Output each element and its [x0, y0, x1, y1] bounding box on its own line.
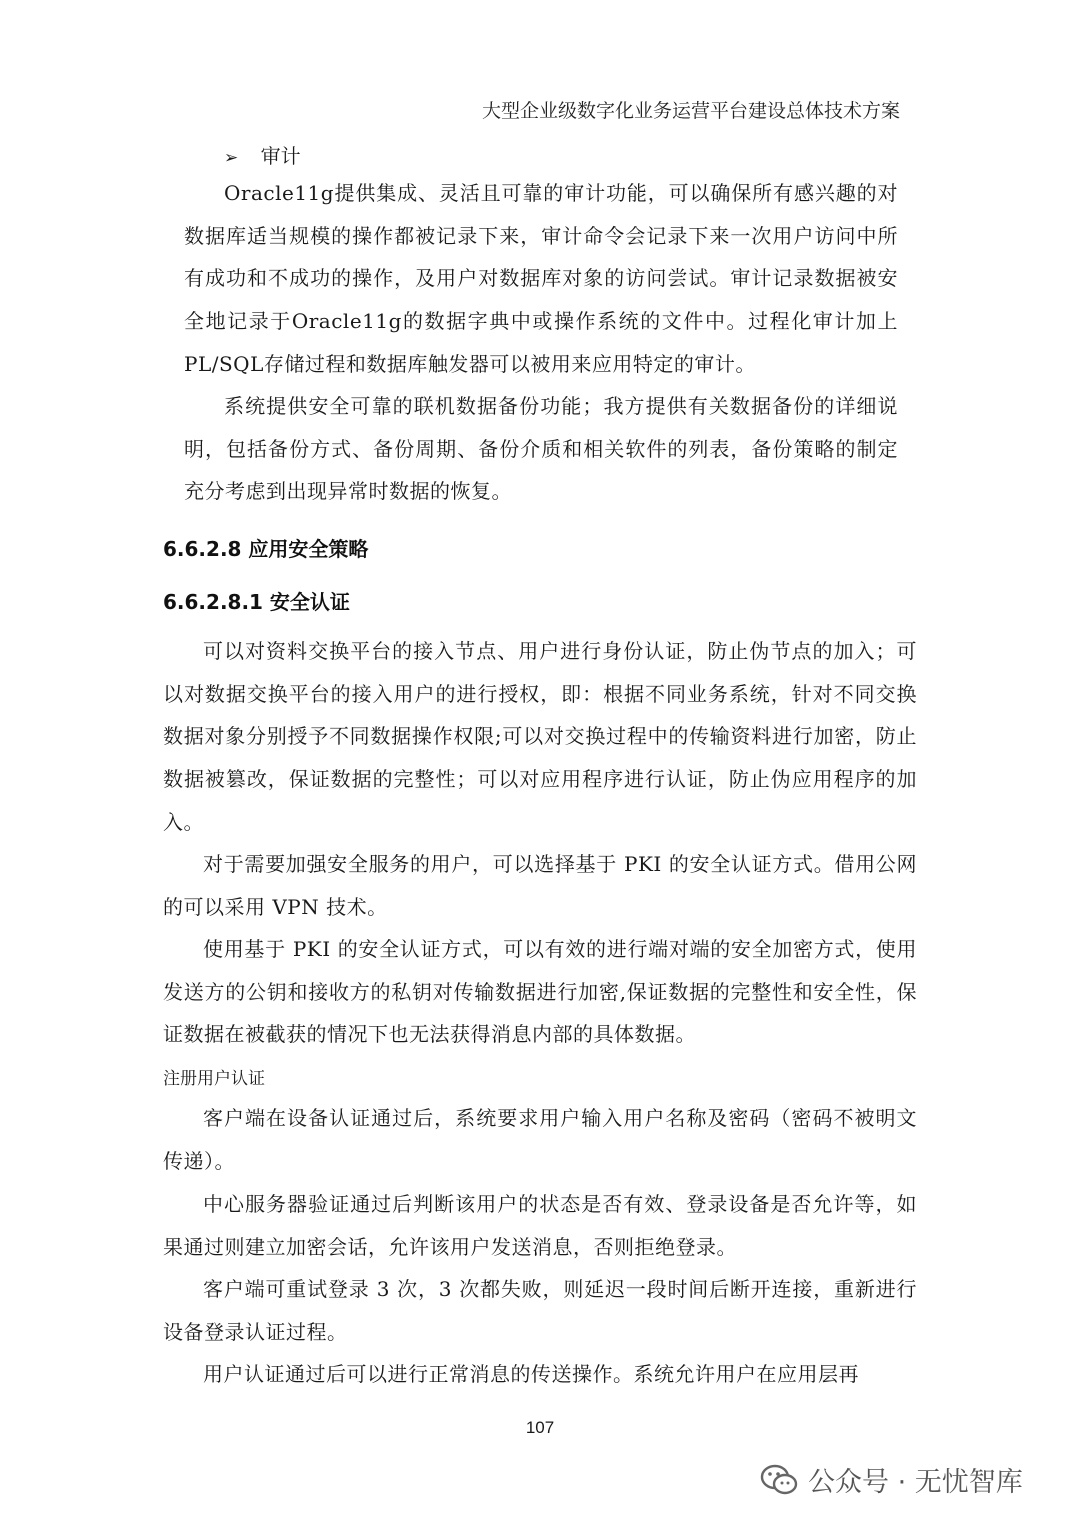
backup-paragraph: 系统提供安全可靠的联机数据备份功能；我方提供有关数据备份的详细说明，包括备份方式、备份周期、备份介质和相关软件的列表，备份策略的制定充分考虑到出现异常时数据的恢复。 — [184, 394, 898, 504]
watermark-text: 公众号 · 无忧智库 — [808, 1467, 1023, 1498]
paragraph-pki-vpn: 对于需要加强安全服务的用户，可以选择基于 PKI 的安全认证方式。借用公网的可以采用 VPN 技术。 — [163, 852, 917, 919]
section-heading: 6.6.2.8 应用安全策略 — [163, 537, 369, 561]
running-header: 大型企业级数字化业务运营平台建设总体技术方案 — [481, 100, 900, 122]
watermark — [760, 1460, 1023, 1499]
subsection-heading: 6.6.2.8.1 安全认证 — [163, 590, 350, 614]
paragraph-auth-nodes: 可以对资料交换平台的接入节点、用户进行身份认证，防止伪节点的加入；可以对数据交换平台的接入用户的进行授权，即：根据不同业务系统，针对不同交换数据对象分别授予不同数据操作权限;可以对交换过程中的传输资料进行加密，防止数据被篡改，保证数据的完整性；可以对应用程序进行认证，防止伪应用程序的加入。 — [163, 639, 917, 834]
paragraph-server-verify: 中心服务器验证通过后判断该用户的状态是否有效、登录设备是否允许等，如果通过则建立加密会话，允许该用户发送消息，否则拒绝登录。 — [163, 1192, 917, 1259]
bullet-label: 审计 — [260, 144, 301, 168]
bullet-item-audit — [224, 140, 301, 169]
small-heading: 注册用户认证 — [163, 1069, 265, 1089]
paragraph-client-login: 客户端在设备认证通过后，系统要求用户输入用户名称及密码（密码不被明文传递）。 — [163, 1106, 917, 1173]
arrow-bullet-icon: ➢ — [224, 148, 239, 168]
paragraph-retry: 客户端可重试登录 3 次，3 次都失败，则延迟一段时间后断开连接，重新进行设备登录认证过程。 — [163, 1277, 917, 1344]
wechat-icon — [760, 1464, 798, 1496]
page-number: 107 — [525, 1418, 555, 1437]
paragraph-message: 用户认证通过后可以进行正常消息的传送操作。系统允许用户在应用层再 — [203, 1362, 859, 1386]
paragraph-pki-encryption: 使用基于 PKI 的安全认证方式，可以有效的进行端对端的安全加密方式，使用发送方的公钥和接收方的私钥对传输数据进行加密,保证数据的完整性和安全性，保证数据在被截获的情况下也无法获得消息内部的具体数据。 — [163, 937, 917, 1047]
audit-paragraph: Oracle11g提供集成、灵活且可靠的审计功能，可以确保所有感兴趣的对数据库适当规模的操作都被记录下来，审计命令会记录下来一次用户访问中所有成功和不成功的操作，及用户对数据库对象的访问尝试。审计记录数据被安全地记录于Oracle11g的数据字典中或操作系统的文件中。过程化审计加上PL/SQL存储过程和数据库触发器可以被用来应用特定的审计。 — [184, 181, 898, 376]
